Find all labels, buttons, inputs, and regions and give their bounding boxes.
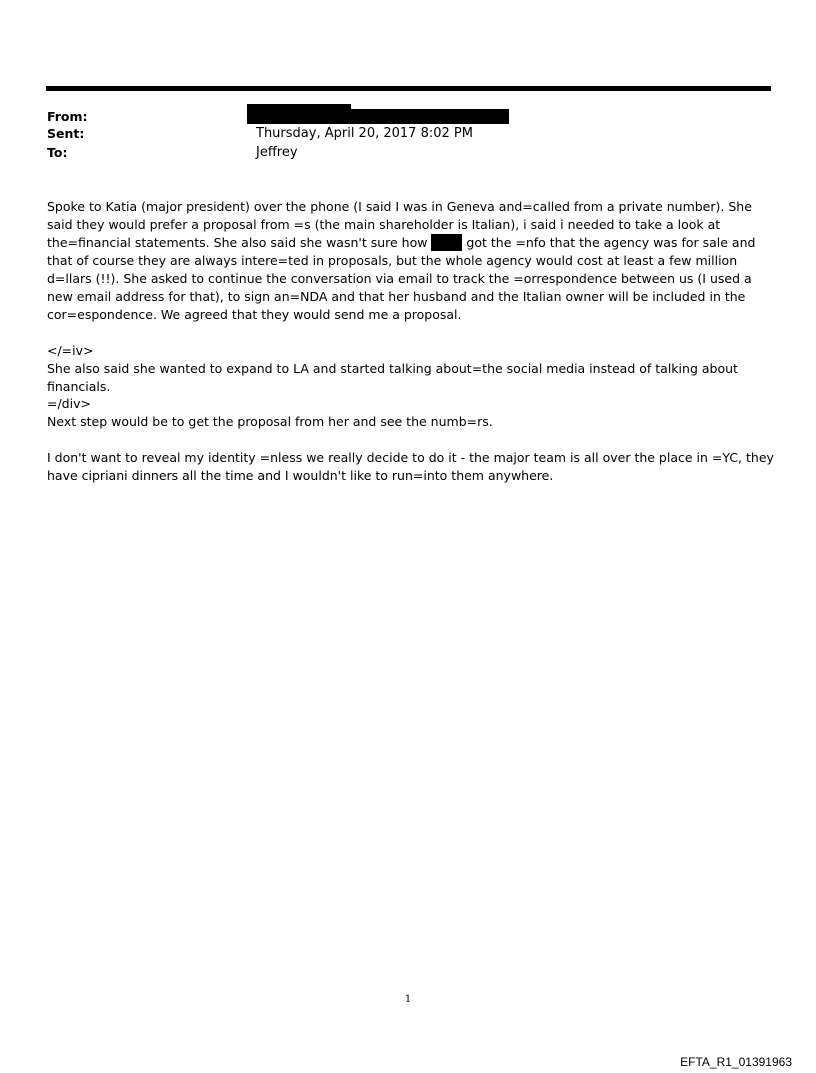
sent-value: Thursday, April 20, 2017 8:02 PM bbox=[256, 126, 473, 141]
body-paragraph-1-part-a: Spoke to Katia (major president) over the phone (I said I was in Geneva and=called from a private number). She said they would prefer a proposal from =s (the main shareholder is Italian), i said i needed to take a look at the=financial statements. She also said she wasn't sure how bbox=[47, 199, 752, 250]
header-divider bbox=[46, 86, 771, 91]
body-paragraph-2: She also said she wanted to expand to LA and started talking about=the social media instead of talking about financials. bbox=[47, 361, 738, 394]
body-paragraph-3: Next step would be to get the proposal from her and see the numb=rs. bbox=[47, 414, 493, 429]
body-paragraph-3-tag: =/div> bbox=[47, 396, 91, 411]
body-paragraph-3-block bbox=[47, 395, 777, 431]
body-paragraph-4: I don't want to reveal my identity =nless we really decide to do it - the major team is all over the place in =YC, they have cipriani dinners all the time and I wouldn't like to run=into them anywhere. bbox=[47, 450, 774, 483]
email-body bbox=[47, 198, 777, 324]
body-paragraph-1 bbox=[47, 198, 777, 324]
document-id: EFTA_R1_01391963 bbox=[680, 1055, 792, 1069]
from-label: From: bbox=[47, 109, 88, 124]
from-redaction bbox=[247, 109, 509, 124]
body-paragraph-2-tag: </=iv> bbox=[47, 343, 94, 358]
body-paragraph-1-part-b: got the =nfo that the agency was for sale and that of course they are always intere=ted in proposals, but the whole agency would cost at least a few million d=llars (!!). She asked to continue the conversation via email to track the =orrespondence between us (I used a new email address for that), to sign an=NDA and that her husband and the Italian owner will be included in the cor=espondence. We agreed that they would send me a proposal. bbox=[47, 235, 756, 322]
to-value: Jeffrey bbox=[256, 145, 298, 160]
page-number: 1 bbox=[404, 994, 412, 1005]
to-label: To: bbox=[47, 145, 68, 160]
sent-label: Sent: bbox=[47, 126, 85, 141]
body-paragraph-4-block bbox=[47, 449, 777, 485]
inline-redaction bbox=[431, 234, 462, 251]
body-paragraph-2-block bbox=[47, 342, 777, 396]
